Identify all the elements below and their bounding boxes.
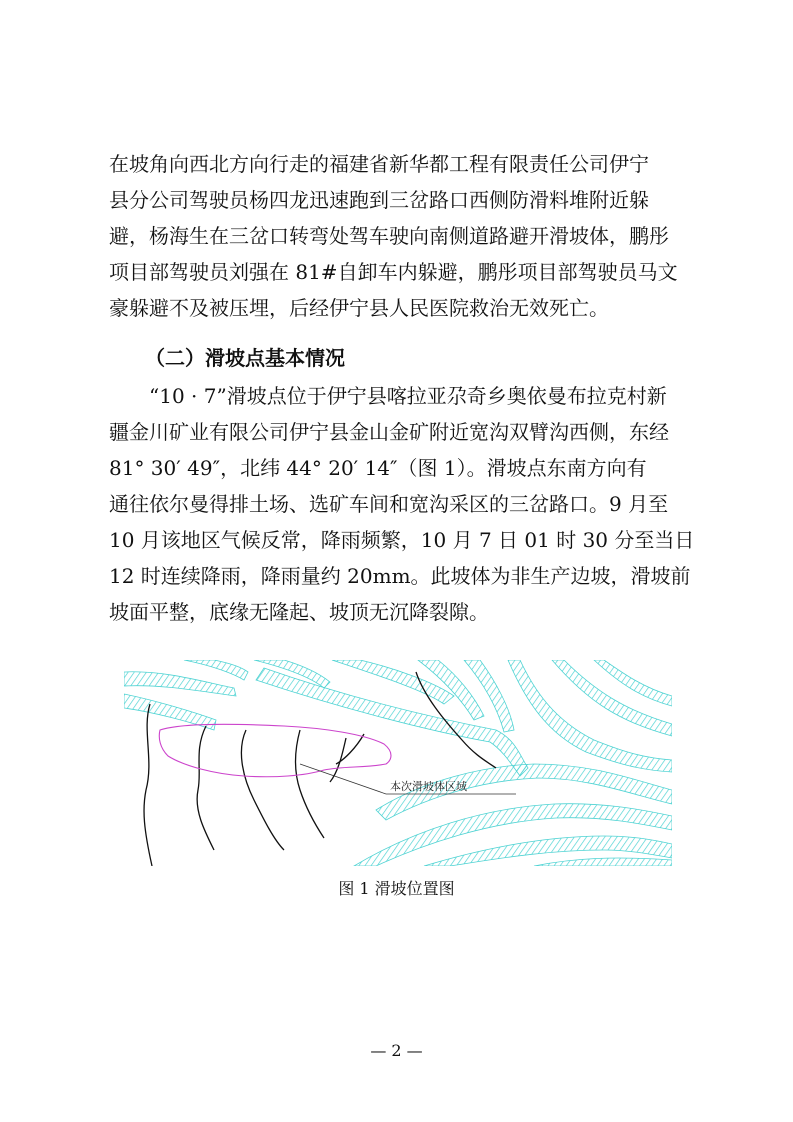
figure-caption: 图 1 滑坡位置图	[338, 879, 455, 898]
section-heading: （二）滑坡点基本情况	[145, 346, 345, 370]
text-line: 避，杨海生在三岔口转弯处驾车驶向南侧道路避开滑坡体，鹏彤	[109, 224, 669, 248]
text-line: 豪躲避不及被压埋，后经伊宁县人民医院救治无效死亡。	[109, 296, 609, 320]
label-leader-line	[300, 764, 386, 794]
text-line: 81° 30′ 49″，北纬 44° 20′ 14″（图 1）。滑坡点东南方向有	[109, 456, 647, 480]
text-line: 县分公司驾驶员杨四龙迅速跑到三岔路口西侧防滑料堆附近躲	[109, 188, 649, 212]
page-number: — 2 —	[370, 1041, 423, 1060]
text-line: “10 · 7”滑坡点位于伊宁县喀拉亚尕奇乡奥依曼布拉克村新	[149, 384, 667, 408]
text-line: 项目部驾驶员刘强在 81#自卸车内躲避，鹏彤项目部驾驶员马文	[109, 260, 678, 284]
text-line: 疆金川矿业有限公司伊宁县金山金矿附近宽沟双臂沟西侧，东经	[109, 420, 669, 444]
text-line: 通往依尔曼得排土场、选矿车间和宽沟采区的三岔路口。9 月至	[109, 492, 669, 516]
landslide-location-map	[124, 660, 672, 866]
landslide-boundary	[159, 724, 391, 777]
text-line: 10 月该地区气候反常，降雨频繁，10 月 7 日 01 时 30 分至当日	[109, 528, 695, 552]
text-line: 坡面平整，底缘无隆起、坡顶无沉降裂隙。	[109, 600, 489, 624]
text-line: 12 时连续降雨，降雨量约 20mm。此坡体为非生产边坡，滑坡前	[109, 564, 691, 588]
landslide-area-label: 本次滑坡体区域	[390, 780, 467, 793]
text-line: 在坡角向西北方向行走的福建省新华都工程有限责任公司伊宁	[109, 152, 649, 176]
